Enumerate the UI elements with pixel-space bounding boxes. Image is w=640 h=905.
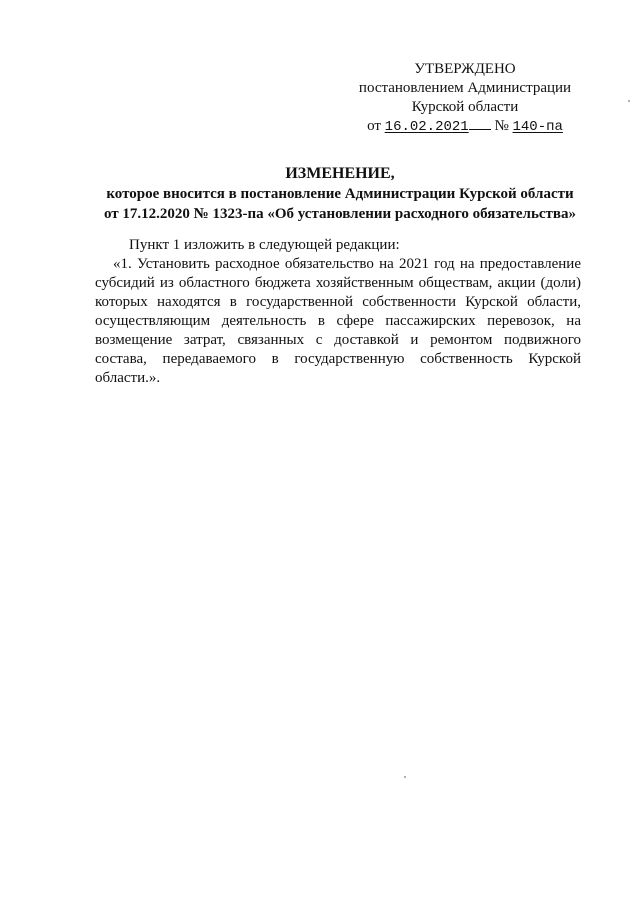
scan-speck [404,776,406,778]
title-line-1: которое вносится в постановление Администрации Курской области [106,186,574,202]
approval-stamp-block [330,60,600,137]
approval-date: 16.02.2021 [384,119,469,135]
document-body [95,236,581,388]
approved-region-line: Курской области [411,99,519,115]
approval-date-line [330,117,600,137]
document-title [60,164,620,224]
approval-number: 140-па [512,119,563,135]
approved-by-line: постановлением Администрации [358,80,572,96]
date-underline-blank [469,117,491,130]
number-prefix: № [494,118,509,134]
scan-speck [628,100,630,102]
title-line-2: от 17.12.2020 № 1323-па «Об установлении расходного обязательства» [103,206,577,222]
title-main: ИЗМЕНЕНИЕ, [285,165,395,182]
approved-heading: УТВЕРЖДЕНО [414,61,516,77]
body-intro: Пункт 1 изложить в следующей редакции: [129,237,400,253]
body-paragraph: «1. Установить расходное обязательство на 2021 год на предоставление субсидий из областного бюджета хозяйственным обществам, акции (доли) которых находятся в государственной собственности Курской области, осуществляющим деятельность в сфере пассажирских перевозок, на возмещение затрат, связанных с доставкой и ремонтом подвижного состава, передаваемого в государственную собственность Курской области.». [95,256,581,386]
date-prefix: от [367,118,381,134]
